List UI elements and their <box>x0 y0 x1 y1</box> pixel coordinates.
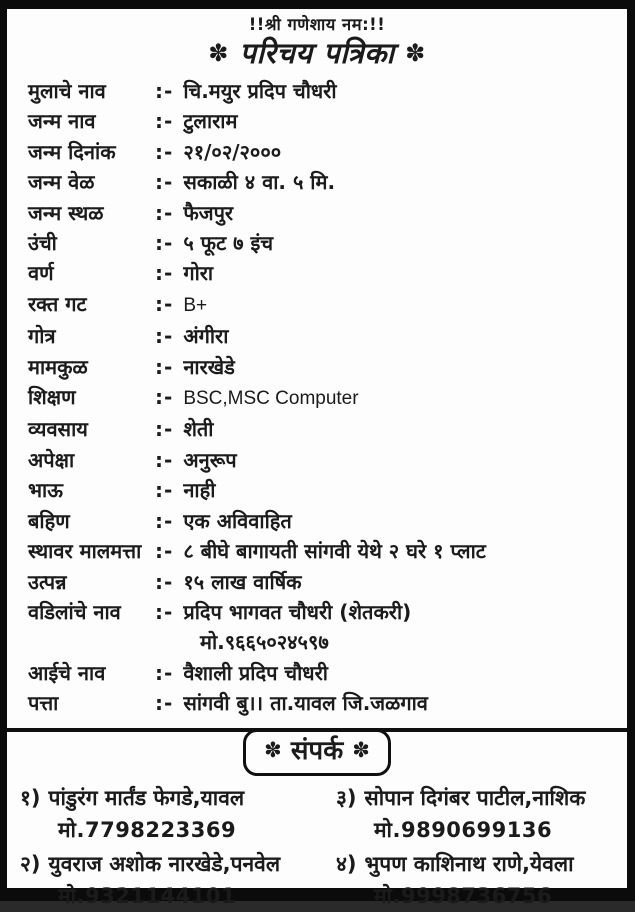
detail-label: व्यवसाय <box>28 417 88 442</box>
detail-label: उत्पन्न <box>28 569 67 594</box>
detail-separator: :- <box>155 291 174 316</box>
contact-index: १) <box>20 785 41 810</box>
detail-row <box>28 228 613 258</box>
detail-separator: :- <box>155 261 174 286</box>
detail-value: फैजपुर <box>183 200 234 225</box>
biodata-card <box>7 9 627 908</box>
flower-ornament-left-icon: ✽ <box>208 39 229 67</box>
detail-row <box>28 445 613 475</box>
contact-name <box>20 783 336 814</box>
detail-label: जन्म वेळ <box>28 170 95 195</box>
detail-separator: :- <box>155 569 174 594</box>
detail-separator: :- <box>155 139 174 164</box>
detail-row <box>28 475 613 505</box>
detail-value: नारखेडे <box>183 354 235 379</box>
detail-separator: :- <box>155 324 174 349</box>
detail-label: गोत्र <box>28 324 56 349</box>
detail-label: वर्ण <box>28 261 54 286</box>
detail-label: शिक्षण <box>28 385 76 410</box>
contact-name <box>20 849 336 880</box>
detail-row <box>28 167 613 197</box>
contact-name <box>336 783 621 814</box>
detail-value: गोरा <box>183 261 214 286</box>
detail-row <box>28 597 613 627</box>
detail-value: १५ लाख वार्षिक <box>183 569 302 594</box>
detail-row <box>28 382 613 414</box>
detail-separator: :- <box>155 660 174 685</box>
detail-label: जन्म नाव <box>28 109 96 134</box>
contact-entry <box>20 783 336 846</box>
detail-row <box>28 106 613 136</box>
detail-label: बहिण <box>28 508 70 533</box>
contact-name-text: सोपान दिगंबर पाटील,नाशिक <box>364 785 586 810</box>
detail-separator: :- <box>155 691 174 716</box>
detail-value: नाही <box>183 478 216 503</box>
contact-name <box>336 849 621 880</box>
detail-label: स्थावर मालमत्ता <box>28 539 142 564</box>
detail-value: प्रदिप भागवत चौधरी (शेतकरी) <box>183 599 412 624</box>
detail-value: चि.मयुर प्रदिप चौधरी <box>183 79 337 103</box>
detail-value: अनुरूप <box>183 447 237 472</box>
invocation-text: !!श्री गणेशाय नम:!! <box>248 15 386 34</box>
detail-row <box>28 198 613 228</box>
detail-value: सांगवी बु।। ता.यावल जि.जळगाव <box>183 691 428 716</box>
contact-name-text: पांडुरंग मार्तंड फेगडे,यावल <box>48 785 245 810</box>
contact-entry <box>336 849 621 912</box>
detail-label: जन्म स्थळ <box>28 200 104 225</box>
page-title <box>7 35 627 72</box>
detail-value: एक अविवाहित <box>183 508 292 533</box>
detail-row <box>28 76 613 106</box>
page-title-text: परिचय पत्रिका <box>239 36 395 70</box>
contact-list <box>7 780 627 912</box>
detail-label: उंची <box>28 231 57 256</box>
detail-value: सकाळी ४ वा. ५ मि. <box>183 170 336 195</box>
detail-value: टुलाराम <box>183 109 238 134</box>
detail-value: ५ फूट ७ इंच <box>183 231 274 256</box>
detail-value: अंगीरा <box>183 324 229 349</box>
detail-row <box>28 321 613 351</box>
detail-separator: :- <box>155 417 174 442</box>
contact-index: ४) <box>336 851 357 876</box>
detail-row <box>28 258 613 288</box>
detail-value: शेती <box>183 417 214 442</box>
detail-separator: :- <box>155 508 174 533</box>
contact-name-text: भुपण काशिनाथ राणे,येवला <box>364 851 574 876</box>
detail-separator: :- <box>155 200 174 225</box>
detail-label: पत्ता <box>28 691 59 716</box>
detail-row <box>28 289 613 321</box>
detail-row <box>28 658 613 688</box>
contact-mobile: मो.7798223369 <box>58 817 237 842</box>
detail-separator: :- <box>155 385 174 410</box>
detail-label: आईचे नाव <box>28 660 106 685</box>
flower-ornament-right-icon: ✽ <box>405 39 426 67</box>
detail-row <box>28 567 613 597</box>
detail-row <box>28 688 613 718</box>
contact-mobile: मो.9321144101 <box>58 883 237 908</box>
detail-separator: :- <box>155 599 174 624</box>
details-list <box>7 76 627 719</box>
detail-separator: :- <box>155 109 174 134</box>
contact-title-box <box>243 729 391 776</box>
contact-mobile: मो.9998736756 <box>374 883 553 908</box>
detail-separator: :- <box>155 231 174 256</box>
detail-label: जन्म दिनांक <box>28 139 116 164</box>
detail-label: अपेक्षा <box>28 447 75 472</box>
detail-value: २१/०२/२००० <box>183 139 282 164</box>
detail-label: रक्त गट <box>28 291 87 316</box>
detail-label: वडिलांचे नाव <box>28 599 121 624</box>
detail-separator: :- <box>155 354 174 379</box>
contact-entry <box>20 849 336 912</box>
contact-section <box>7 728 627 912</box>
flower-ornament-left-icon: ✽ <box>264 737 282 762</box>
contact-title-text: संपर्क <box>290 735 344 766</box>
flower-ornament-right-icon: ✽ <box>352 737 370 762</box>
detail-label: मामकुळ <box>28 354 88 379</box>
contact-entry <box>336 783 621 846</box>
father-mobile-number: मो.९६६५०२४५९७ <box>200 630 329 655</box>
detail-row <box>28 506 613 536</box>
detail-row <box>28 137 613 167</box>
contact-name-text: युवराज अशोक नारखेडे,पनवेल <box>48 851 281 876</box>
detail-row <box>28 352 613 382</box>
father-mobile-row <box>28 627 613 657</box>
detail-row <box>28 414 613 444</box>
detail-value: BSC,MSC Computer <box>183 388 359 410</box>
detail-value: ८ बीघे बागायती सांगवी येथे २ घरे १ प्लाट <box>183 539 486 564</box>
detail-value: B+ <box>183 294 208 316</box>
detail-separator: :- <box>155 170 174 195</box>
detail-separator: :- <box>155 539 174 564</box>
detail-separator: :- <box>155 447 174 472</box>
detail-label: मुलाचे नाव <box>28 79 106 103</box>
detail-value: वैशाली प्रदिप चौधरी <box>183 660 328 685</box>
contact-index: ३) <box>336 785 357 810</box>
detail-label: भाऊ <box>28 478 63 503</box>
contact-mobile: मो.9890699136 <box>374 817 553 842</box>
detail-separator: :- <box>155 79 174 103</box>
detail-separator: :- <box>155 478 174 503</box>
detail-row <box>28 536 613 566</box>
contact-index: २) <box>20 851 41 876</box>
